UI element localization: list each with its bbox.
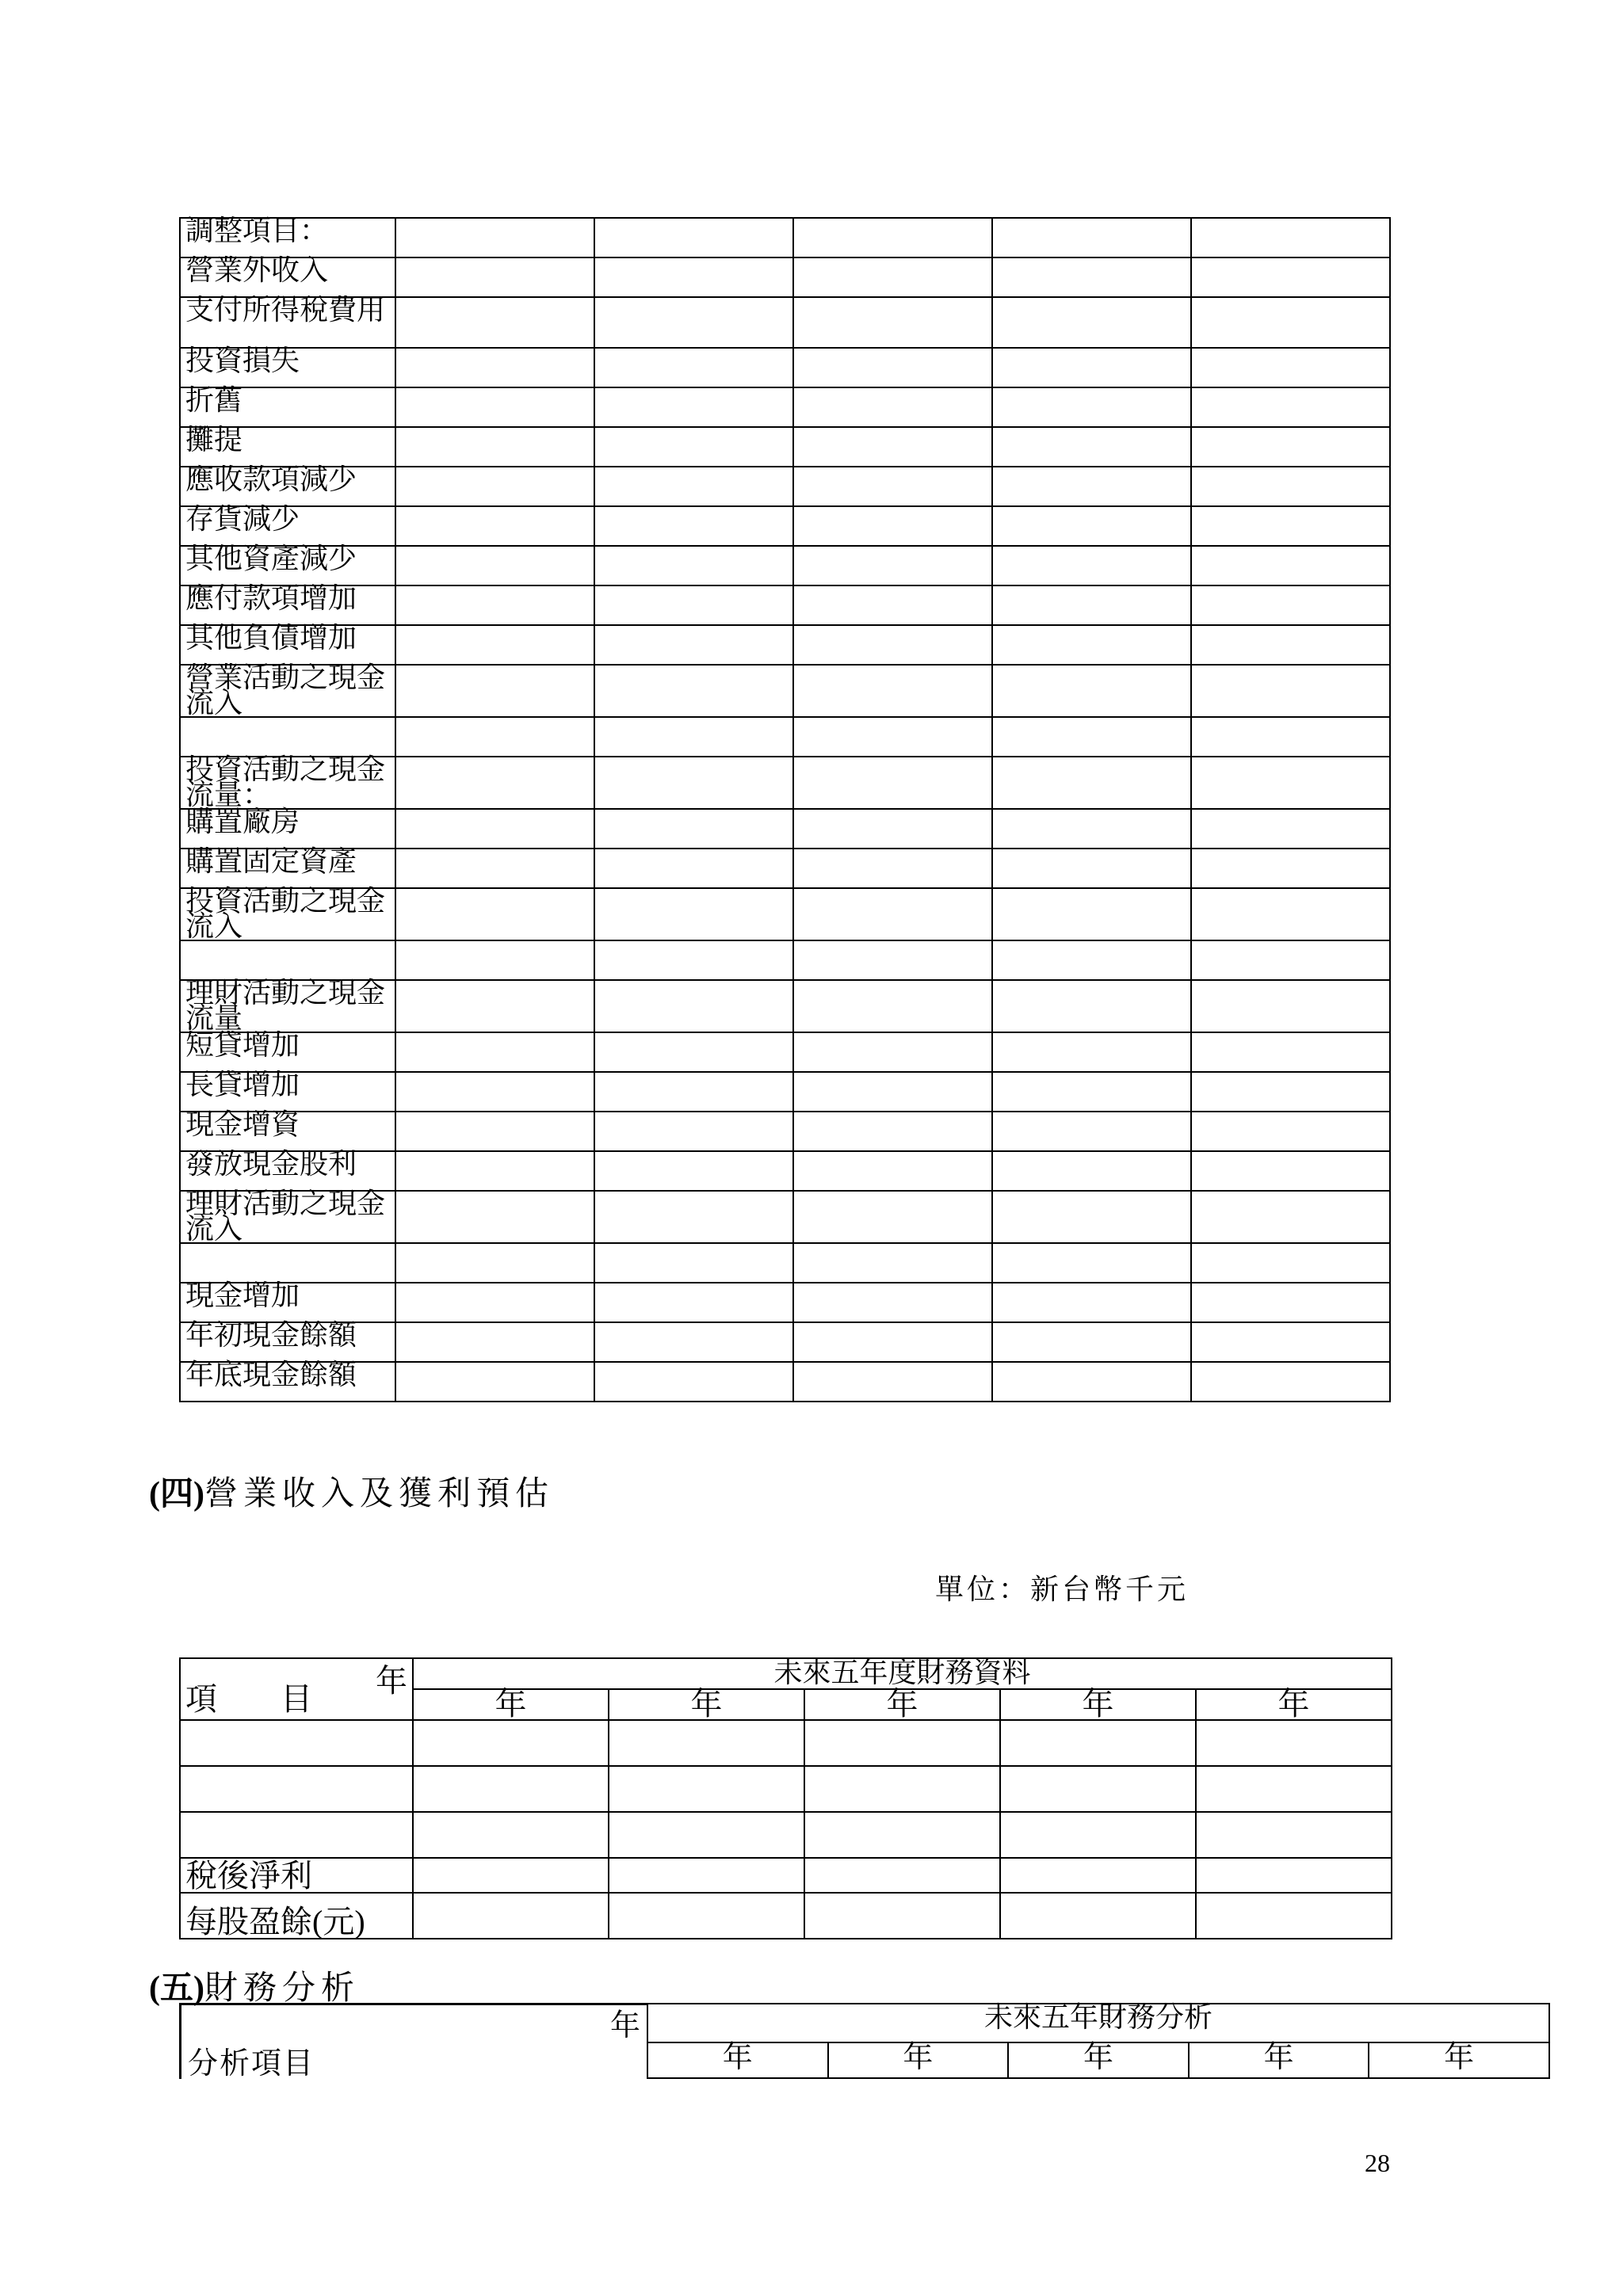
cash-flow-cell: [793, 297, 992, 348]
section-5-prefix: (五): [149, 1970, 204, 2007]
revenue-year-header: 年: [804, 1689, 1000, 1720]
cash-flow-row: [180, 467, 1390, 506]
analysis-corner-year: 年: [609, 2008, 640, 2042]
cash-flow-row: [180, 506, 1390, 546]
net-income-label: 稅後淨利: [180, 1858, 413, 1893]
cash-flow-cell: [395, 1283, 594, 1322]
cash-flow-cell: [992, 809, 1191, 849]
cash-flow-row: [180, 1362, 1390, 1402]
cash-flow-cell: [992, 546, 1191, 585]
analysis-year-header: 年: [1189, 2042, 1369, 2078]
cash-flow-cell: [395, 297, 594, 348]
cash-flow-cell: [992, 297, 1191, 348]
cash-flow-row: [180, 1112, 1390, 1151]
cash-flow-cell: [594, 585, 793, 625]
cash-flow-row-label: 年底現金餘額: [180, 1362, 395, 1402]
revenue-cell: [804, 1893, 1000, 1939]
financial-analysis-table: [179, 2003, 1550, 2079]
cash-flow-cell: [594, 348, 793, 387]
cash-flow-row-label: 理財活動之現金流量: [180, 980, 395, 1032]
cash-flow-cell: [992, 1191, 1191, 1243]
cash-flow-cell: [1191, 980, 1390, 1032]
revenue-cell: [413, 1720, 609, 1766]
cash-flow-cell: [594, 1362, 793, 1402]
cash-flow-cell: [594, 757, 793, 809]
cash-flow-cell: [793, 546, 992, 585]
cash-flow-cell: [594, 625, 793, 665]
cash-flow-row-label: 應付款項增加: [180, 585, 395, 625]
section-4-heading: [149, 1467, 554, 1515]
section-5-heading: [149, 1962, 360, 2009]
cash-flow-row-label: 購置固定資產: [180, 849, 395, 888]
cash-flow-cell: [594, 888, 793, 940]
revenue-cell: [1196, 1812, 1392, 1858]
unit-label: 單位：新台幣千元: [935, 1573, 1190, 1606]
cash-flow-row-label: 短貸增加: [180, 1032, 395, 1072]
cash-flow-row: [180, 625, 1390, 665]
cash-flow-cell: [395, 257, 594, 297]
cash-flow-cell: [793, 427, 992, 467]
cash-flow-cell: [395, 348, 594, 387]
cash-flow-cell: [395, 1191, 594, 1243]
cash-flow-cell: [594, 546, 793, 585]
cash-flow-row: [180, 809, 1390, 849]
cash-flow-cell: [992, 506, 1191, 546]
cash-flow-cell: [992, 387, 1191, 427]
cash-flow-cell: [1191, 1072, 1390, 1112]
revenue-row-label: [180, 1766, 413, 1812]
cash-flow-cell: [395, 1362, 594, 1402]
cash-flow-cell: [1191, 506, 1390, 546]
cash-flow-cell: [594, 1032, 793, 1072]
cash-flow-row-label: 營業外收入: [180, 257, 395, 297]
analysis-year-header: 年: [1369, 2042, 1549, 2078]
cash-flow-cell: [395, 585, 594, 625]
cash-flow-row: [180, 1151, 1390, 1191]
section-4-title: 營業收入及獲利預估: [204, 1474, 554, 1512]
eps-label-unit: (元): [312, 1904, 365, 1939]
cash-flow-cell: [793, 665, 992, 717]
cash-flow-cell: [594, 257, 793, 297]
cash-flow-cell: [594, 665, 793, 717]
cash-flow-table: [179, 217, 1391, 1402]
cash-flow-cell: [793, 257, 992, 297]
cash-flow-row: [180, 1283, 1390, 1322]
cash-flow-cell: [594, 506, 793, 546]
cash-flow-cell: [992, 717, 1191, 757]
cash-flow-row-label: 營業活動之現金流入: [180, 665, 395, 717]
cash-flow-cell: [793, 717, 992, 757]
revenue-cell: [1196, 1766, 1392, 1812]
cash-flow-cell: [1191, 427, 1390, 467]
cash-flow-cell: [1191, 665, 1390, 717]
cash-flow-row-label: 購置廠房: [180, 809, 395, 849]
revenue-row: [180, 1720, 1392, 1766]
cash-flow-cell: [992, 1032, 1191, 1072]
revenue-cell: [413, 1766, 609, 1812]
cash-flow-cell: [992, 940, 1191, 980]
cash-flow-row: [180, 980, 1390, 1032]
section-5-title: 財務分析: [204, 1968, 360, 2007]
cash-flow-cell: [594, 849, 793, 888]
cash-flow-row: [180, 849, 1390, 888]
cash-flow-cell: [395, 467, 594, 506]
cash-flow-cell: [992, 218, 1191, 257]
cash-flow-cell: [395, 809, 594, 849]
revenue-year-header: 年: [1196, 1689, 1392, 1720]
cash-flow-cell: [395, 757, 594, 809]
cash-flow-cell: [395, 218, 594, 257]
cash-flow-cell: [992, 757, 1191, 809]
cash-flow-row-label: 應收款項減少: [180, 467, 395, 506]
cash-flow-cell: [594, 980, 793, 1032]
revenue-cell: [804, 1812, 1000, 1858]
cash-flow-cell: [793, 625, 992, 665]
cash-flow-cell: [793, 348, 992, 387]
cash-flow-cell: [594, 809, 793, 849]
cash-flow-cell: [395, 1112, 594, 1151]
cash-flow-row-label: 折舊: [180, 387, 395, 427]
cash-flow-row-label: 現金增加: [180, 1283, 395, 1322]
cash-flow-cell: [1191, 546, 1390, 585]
cash-flow-cell: [793, 1362, 992, 1402]
revenue-cell: [1196, 1893, 1392, 1939]
cash-flow-cell: [594, 1322, 793, 1362]
cash-flow-cell: [395, 625, 594, 665]
cash-flow-cell: [395, 546, 594, 585]
cash-flow-row: [180, 585, 1390, 625]
cash-flow-cell: [793, 467, 992, 506]
cash-flow-cell: [992, 1072, 1191, 1112]
cash-flow-cell: [793, 849, 992, 888]
cash-flow-cell: [992, 585, 1191, 625]
cash-flow-cell: [992, 1112, 1191, 1151]
cash-flow-row: [180, 1191, 1390, 1243]
cash-flow-cell: [395, 665, 594, 717]
analysis-year-header: 年: [1008, 2042, 1189, 2078]
analysis-year-header: 年: [828, 2042, 1009, 2078]
cash-flow-row-label: 攤提: [180, 427, 395, 467]
analysis-item-label: 分析項目: [188, 2046, 315, 2081]
cash-flow-row-label: [180, 1243, 395, 1283]
revenue-cell: [1000, 1812, 1196, 1858]
cash-flow-cell: [1191, 348, 1390, 387]
cash-flow-cell: [594, 1072, 793, 1112]
cash-flow-row: [180, 218, 1390, 257]
revenue-cell: [609, 1812, 804, 1858]
cash-flow-row-label: 現金增資: [180, 1112, 395, 1151]
cash-flow-cell: [992, 980, 1191, 1032]
eps-label-main: 每股盈餘: [185, 1904, 312, 1940]
cash-flow-row-label: 其他負債增加: [180, 625, 395, 665]
revenue-cell: [1196, 1720, 1392, 1766]
revenue-cell: [413, 1812, 609, 1858]
cash-flow-cell: [1191, 1322, 1390, 1362]
cash-flow-cell: [395, 888, 594, 940]
cash-flow-cell: [793, 1322, 992, 1362]
cash-flow-cell: [992, 1283, 1191, 1322]
analysis-group-header: 未來五年財務分析: [647, 2004, 1549, 2042]
revenue-row: [180, 1766, 1392, 1812]
revenue-row: [180, 1812, 1392, 1858]
revenue-cell: [1000, 1720, 1196, 1766]
revenue-group-header: 未來五年度財務資料: [413, 1658, 1392, 1689]
cash-flow-cell: [594, 1151, 793, 1191]
cash-flow-cell: [395, 1322, 594, 1362]
cash-flow-cell: [1191, 1112, 1390, 1151]
cash-flow-cell: [992, 625, 1191, 665]
cash-flow-cell: [395, 849, 594, 888]
cash-flow-cell: [793, 1283, 992, 1322]
cash-flow-row: [180, 387, 1390, 427]
cash-flow-row: [180, 427, 1390, 467]
cash-flow-cell: [395, 506, 594, 546]
cash-flow-cell: [992, 888, 1191, 940]
revenue-header-row: [180, 1658, 1392, 1689]
revenue-year-header: 年: [609, 1689, 804, 1720]
cash-flow-row-label: 投資損失: [180, 348, 395, 387]
analysis-years-grid: [647, 2003, 1550, 2079]
revenue-cell: [609, 1720, 804, 1766]
analysis-year-row: [647, 2042, 1549, 2078]
cash-flow-cell: [992, 665, 1191, 717]
cash-flow-cell: [395, 1032, 594, 1072]
analysis-corner-cell: [179, 2003, 647, 2079]
cash-flow-row: [180, 297, 1390, 348]
cash-flow-cell: [793, 506, 992, 546]
cash-flow-cell: [395, 1072, 594, 1112]
cash-flow-row-label: 存貨減少: [180, 506, 395, 546]
cash-flow-cell: [1191, 1151, 1390, 1191]
cash-flow-cell: [793, 387, 992, 427]
cash-flow-row-label: 發放現金股利: [180, 1151, 395, 1191]
cash-flow-cell: [1191, 297, 1390, 348]
cash-flow-cell: [395, 387, 594, 427]
cash-flow-cell: [793, 1191, 992, 1243]
cash-flow-cell: [1191, 1243, 1390, 1283]
eps-label: [180, 1893, 413, 1939]
revenue-cell: [413, 1858, 609, 1893]
revenue-cell: [413, 1893, 609, 1939]
cash-flow-cell: [793, 218, 992, 257]
revenue-cell: [609, 1858, 804, 1893]
revenue-corner-cell: [180, 1658, 413, 1720]
cash-flow-cell: [793, 585, 992, 625]
revenue-cell: [804, 1766, 1000, 1812]
cash-flow-cell: [594, 427, 793, 467]
cash-flow-cell: [594, 717, 793, 757]
cash-flow-cell: [793, 888, 992, 940]
cash-flow-row-label: 投資活動之現金流入: [180, 888, 395, 940]
cash-flow-cell: [793, 1072, 992, 1112]
cash-flow-cell: [1191, 757, 1390, 809]
cash-flow-cell: [793, 1112, 992, 1151]
revenue-cell: [804, 1858, 1000, 1893]
cash-flow-cell: [992, 348, 1191, 387]
revenue-cell: [1000, 1858, 1196, 1893]
cash-flow-cell: [992, 1151, 1191, 1191]
cash-flow-cell: [594, 1283, 793, 1322]
cash-flow-cell: [793, 980, 992, 1032]
cash-flow-cell: [395, 717, 594, 757]
cash-flow-cell: [594, 218, 793, 257]
cash-flow-row: [180, 717, 1390, 757]
page-number: 28: [1365, 2149, 1390, 2177]
revenue-cell: [1000, 1893, 1196, 1939]
revenue-row-label: [180, 1720, 413, 1766]
cash-flow-cell: [793, 809, 992, 849]
net-income-row: [180, 1858, 1392, 1893]
revenue-cell: [609, 1893, 804, 1939]
cash-flow-row-label: 投資活動之現金流量：: [180, 757, 395, 809]
cash-flow-row-label: 支付所得稅費用: [180, 297, 395, 348]
cash-flow-cell: [594, 467, 793, 506]
cash-flow-cell: [1191, 585, 1390, 625]
cash-flow-cell: [793, 1032, 992, 1072]
cash-flow-cell: [1191, 717, 1390, 757]
cash-flow-row: [180, 546, 1390, 585]
cash-flow-cell: [395, 427, 594, 467]
analysis-year-header: 年: [647, 2042, 828, 2078]
cash-flow-cell: [1191, 218, 1390, 257]
cash-flow-cell: [594, 387, 793, 427]
analysis-header-row: [647, 2004, 1549, 2042]
cash-flow-cell: [1191, 940, 1390, 980]
cash-flow-cell: [1191, 1283, 1390, 1322]
cash-flow-row-label: 長貸增加: [180, 1072, 395, 1112]
cash-flow-row: [180, 757, 1390, 809]
cash-flow-row-label: 調整項目：: [180, 218, 395, 257]
cash-flow-cell: [1191, 387, 1390, 427]
cash-flow-row-label: 理財活動之現金流入: [180, 1191, 395, 1243]
cash-flow-row-label: [180, 717, 395, 757]
section-4-prefix: (四): [149, 1476, 204, 1512]
cash-flow-cell: [395, 1243, 594, 1283]
cash-flow-cell: [1191, 1362, 1390, 1402]
cash-flow-cell: [1191, 625, 1390, 665]
cash-flow-cell: [395, 940, 594, 980]
corner-item-label: 項 目: [185, 1681, 312, 1718]
cash-flow-cell: [594, 297, 793, 348]
cash-flow-row: [180, 1072, 1390, 1112]
cash-flow-cell: [793, 1243, 992, 1283]
cash-flow-row: [180, 257, 1390, 297]
cash-flow-cell: [992, 1243, 1191, 1283]
cash-flow-cell: [395, 980, 594, 1032]
cash-flow-row: [180, 1243, 1390, 1283]
cash-flow-row: [180, 940, 1390, 980]
cash-flow-cell: [594, 1243, 793, 1283]
cash-flow-cell: [1191, 809, 1390, 849]
revenue-cell: [609, 1766, 804, 1812]
cash-flow-cell: [594, 1112, 793, 1151]
cash-flow-cell: [793, 757, 992, 809]
cash-flow-cell: [992, 467, 1191, 506]
cash-flow-row-label: 年初現金餘額: [180, 1322, 395, 1362]
revenue-year-header: 年: [413, 1689, 609, 1720]
cash-flow-cell: [992, 1362, 1191, 1402]
cash-flow-table-body: [180, 215, 1390, 1402]
revenue-forecast-table: [179, 1657, 1392, 1939]
cash-flow-cell: [992, 849, 1191, 888]
cash-flow-cell: [992, 1322, 1191, 1362]
eps-row: [180, 1893, 1392, 1939]
cash-flow-row: [180, 665, 1390, 717]
cash-flow-cell: [594, 940, 793, 980]
cash-flow-row-label: [180, 940, 395, 980]
revenue-cell: [804, 1720, 1000, 1766]
revenue-row-label: [180, 1812, 413, 1858]
cash-flow-cell: [1191, 888, 1390, 940]
revenue-cell: [1000, 1766, 1196, 1812]
cash-flow-row: [180, 348, 1390, 387]
cash-flow-cell: [793, 940, 992, 980]
cash-flow-cell: [992, 427, 1191, 467]
cash-flow-row-label: 其他資產減少: [180, 546, 395, 585]
cash-flow-row: [180, 1322, 1390, 1362]
cash-flow-cell: [1191, 1191, 1390, 1243]
corner-year-label: 年: [376, 1663, 407, 1699]
cash-flow-cell: [1191, 849, 1390, 888]
cash-flow-row: [180, 888, 1390, 940]
cash-flow-cell: [793, 1151, 992, 1191]
cash-flow-cell: [1191, 1032, 1390, 1072]
revenue-year-header: 年: [1000, 1689, 1196, 1720]
revenue-cell: [1196, 1858, 1392, 1893]
cash-flow-cell: [1191, 257, 1390, 297]
cash-flow-cell: [395, 1151, 594, 1191]
cash-flow-cell: [992, 257, 1191, 297]
cash-flow-cell: [594, 1191, 793, 1243]
cash-flow-row: [180, 1032, 1390, 1072]
cash-flow-cell: [1191, 467, 1390, 506]
